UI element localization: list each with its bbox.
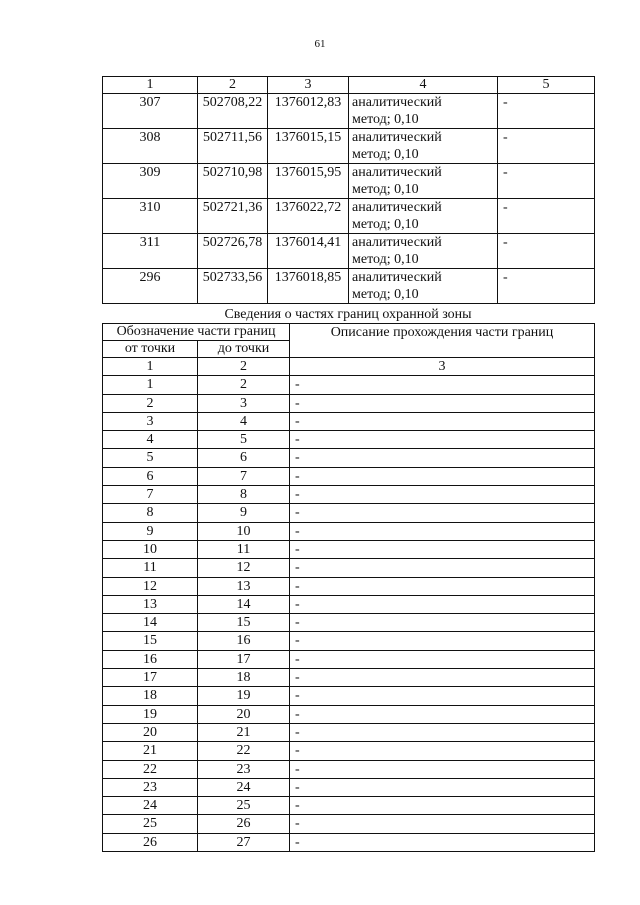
table-row <box>103 164 595 199</box>
column-number-4: 4 <box>349 77 498 94</box>
method-line-2: метод; 0,10 <box>352 147 419 162</box>
description-cell: - <box>290 431 595 449</box>
to-point-cell: 8 <box>198 486 290 504</box>
to-point-cell: 21 <box>198 723 290 741</box>
table-row <box>103 723 595 741</box>
x-coordinate-cell: 502721,36 <box>198 199 268 234</box>
table-row <box>103 199 595 234</box>
point-number-cell: 307 <box>103 94 198 129</box>
from-point-cell: 2 <box>103 394 198 412</box>
description-cell: - <box>290 760 595 778</box>
table-row <box>103 650 595 668</box>
to-point-cell: 9 <box>198 504 290 522</box>
to-point-cell: 19 <box>198 687 290 705</box>
method-line-2: метод; 0,10 <box>352 287 419 302</box>
x-coordinate-cell: 502711,56 <box>198 129 268 164</box>
point-number-cell: 311 <box>103 234 198 269</box>
to-point-cell: 7 <box>198 467 290 485</box>
to-point-cell: 2 <box>198 376 290 394</box>
to-point-cell: 18 <box>198 669 290 687</box>
description-cell: - <box>290 687 595 705</box>
from-point-cell: 9 <box>103 522 198 540</box>
method-line-1: аналитический <box>352 165 442 180</box>
note-cell: - <box>498 269 595 304</box>
from-point-cell: 14 <box>103 614 198 632</box>
parts-header-row-1 <box>103 324 595 341</box>
from-point-cell: 10 <box>103 540 198 558</box>
to-point-cell: 12 <box>198 559 290 577</box>
column-number-3: 3 <box>268 77 349 94</box>
table-row <box>103 815 595 833</box>
to-point-cell: 16 <box>198 632 290 650</box>
to-point-cell: 24 <box>198 778 290 796</box>
table-row <box>103 778 595 796</box>
from-point-cell: 11 <box>103 559 198 577</box>
from-point-cell: 8 <box>103 504 198 522</box>
point-number-cell: 309 <box>103 164 198 199</box>
to-point-cell: 25 <box>198 797 290 815</box>
table-row <box>103 687 595 705</box>
description-header: Описание прохождения части границ <box>290 324 595 358</box>
coordinates-header-row <box>103 77 595 94</box>
table-row <box>103 376 595 394</box>
column-number-5: 5 <box>498 77 595 94</box>
description-cell: - <box>290 833 595 851</box>
table-row <box>103 394 595 412</box>
description-cell: - <box>290 540 595 558</box>
table-row <box>103 577 595 595</box>
x-coordinate-cell: 502733,56 <box>198 269 268 304</box>
method-line-1: аналитический <box>352 130 442 145</box>
from-point-cell: 22 <box>103 760 198 778</box>
y-coordinate-cell: 1376015,15 <box>268 129 349 164</box>
description-cell: - <box>290 614 595 632</box>
to-point-cell: 6 <box>198 449 290 467</box>
method-line-2: метод; 0,10 <box>352 217 419 232</box>
table-row <box>103 467 595 485</box>
note-cell: - <box>498 199 595 234</box>
from-point-cell: 16 <box>103 650 198 668</box>
description-cell: - <box>290 412 595 430</box>
method-cell <box>349 234 498 269</box>
table-row <box>103 94 595 129</box>
table-row <box>103 504 595 522</box>
from-point-cell: 23 <box>103 778 198 796</box>
to-point-cell: 4 <box>198 412 290 430</box>
point-number-cell: 296 <box>103 269 198 304</box>
table-row <box>103 522 595 540</box>
from-point-header: от точки <box>103 341 198 358</box>
method-line-1: аналитический <box>352 270 442 285</box>
table-row <box>103 449 595 467</box>
note-cell: - <box>498 234 595 269</box>
point-number-cell: 310 <box>103 199 198 234</box>
description-cell: - <box>290 797 595 815</box>
description-cell: - <box>290 394 595 412</box>
description-cell: - <box>290 723 595 741</box>
method-cell <box>349 164 498 199</box>
table-row <box>103 760 595 778</box>
method-cell <box>349 269 498 304</box>
from-point-cell: 6 <box>103 467 198 485</box>
note-cell: - <box>498 129 595 164</box>
to-point-cell: 13 <box>198 577 290 595</box>
method-line-1: аналитический <box>352 95 442 110</box>
coordinates-table <box>102 76 595 304</box>
to-point-cell: 27 <box>198 833 290 851</box>
table-row <box>103 705 595 723</box>
from-point-cell: 25 <box>103 815 198 833</box>
y-coordinate-cell: 1376012,83 <box>268 94 349 129</box>
from-point-cell: 4 <box>103 431 198 449</box>
to-point-cell: 3 <box>198 394 290 412</box>
parts-column-number-3: 3 <box>290 358 595 376</box>
description-cell: - <box>290 559 595 577</box>
table-row <box>103 614 595 632</box>
description-cell: - <box>290 705 595 723</box>
table-row <box>103 632 595 650</box>
from-point-cell: 20 <box>103 723 198 741</box>
parts-column-number-2: 2 <box>198 358 290 376</box>
note-cell: - <box>498 164 595 199</box>
x-coordinate-cell: 502710,98 <box>198 164 268 199</box>
description-cell: - <box>290 467 595 485</box>
to-point-cell: 15 <box>198 614 290 632</box>
method-line-2: метод; 0,10 <box>352 252 419 267</box>
method-cell <box>349 94 498 129</box>
point-number-cell: 308 <box>103 129 198 164</box>
table-row <box>103 833 595 851</box>
description-cell: - <box>290 577 595 595</box>
from-point-cell: 17 <box>103 669 198 687</box>
description-cell: - <box>290 778 595 796</box>
page-number: 61 <box>314 38 326 50</box>
method-cell <box>349 199 498 234</box>
to-point-header: до точки <box>198 341 290 358</box>
parts-column-number-1: 1 <box>103 358 198 376</box>
from-point-cell: 5 <box>103 449 198 467</box>
from-point-cell: 1 <box>103 376 198 394</box>
table-row <box>103 669 595 687</box>
description-cell: - <box>290 742 595 760</box>
to-point-cell: 26 <box>198 815 290 833</box>
table-row <box>103 431 595 449</box>
to-point-cell: 11 <box>198 540 290 558</box>
from-point-cell: 19 <box>103 705 198 723</box>
description-cell: - <box>290 522 595 540</box>
to-point-cell: 17 <box>198 650 290 668</box>
method-cell <box>349 129 498 164</box>
table-row <box>103 269 595 304</box>
from-point-cell: 24 <box>103 797 198 815</box>
description-cell: - <box>290 376 595 394</box>
to-point-cell: 22 <box>198 742 290 760</box>
from-point-cell: 21 <box>103 742 198 760</box>
to-point-cell: 20 <box>198 705 290 723</box>
from-point-cell: 12 <box>103 577 198 595</box>
x-coordinate-cell: 502726,78 <box>198 234 268 269</box>
description-cell: - <box>290 449 595 467</box>
description-cell: - <box>290 650 595 668</box>
y-coordinate-cell: 1376015,95 <box>268 164 349 199</box>
description-cell: - <box>290 486 595 504</box>
to-point-cell: 5 <box>198 431 290 449</box>
from-point-cell: 7 <box>103 486 198 504</box>
table-row <box>103 797 595 815</box>
column-number-1: 1 <box>103 77 198 94</box>
note-cell: - <box>498 94 595 129</box>
to-point-cell: 10 <box>198 522 290 540</box>
parts-column-numbers-row <box>103 358 595 376</box>
table-row <box>103 742 595 760</box>
column-number-2: 2 <box>198 77 268 94</box>
description-cell: - <box>290 504 595 522</box>
table-row <box>103 129 595 164</box>
x-coordinate-cell: 502708,22 <box>198 94 268 129</box>
table-row <box>103 412 595 430</box>
method-line-1: аналитический <box>352 200 442 215</box>
description-cell: - <box>290 595 595 613</box>
description-cell: - <box>290 632 595 650</box>
from-point-cell: 3 <box>103 412 198 430</box>
to-point-cell: 23 <box>198 760 290 778</box>
y-coordinate-cell: 1376014,41 <box>268 234 349 269</box>
from-point-cell: 18 <box>103 687 198 705</box>
method-line-2: метод; 0,10 <box>352 112 419 127</box>
from-point-cell: 13 <box>103 595 198 613</box>
method-line-2: метод; 0,10 <box>352 182 419 197</box>
section-title: Сведения о частях границ охранной зоны <box>224 307 472 322</box>
designation-header: Обозначение части границ <box>103 324 290 341</box>
from-point-cell: 15 <box>103 632 198 650</box>
y-coordinate-cell: 1376022,72 <box>268 199 349 234</box>
boundary-parts-table <box>102 323 595 852</box>
y-coordinate-cell: 1376018,85 <box>268 269 349 304</box>
table-row <box>103 595 595 613</box>
table-row <box>103 486 595 504</box>
method-line-1: аналитический <box>352 235 442 250</box>
description-cell: - <box>290 669 595 687</box>
from-point-cell: 26 <box>103 833 198 851</box>
description-cell: - <box>290 815 595 833</box>
to-point-cell: 14 <box>198 595 290 613</box>
table-row <box>103 559 595 577</box>
table-row <box>103 234 595 269</box>
table-row <box>103 540 595 558</box>
